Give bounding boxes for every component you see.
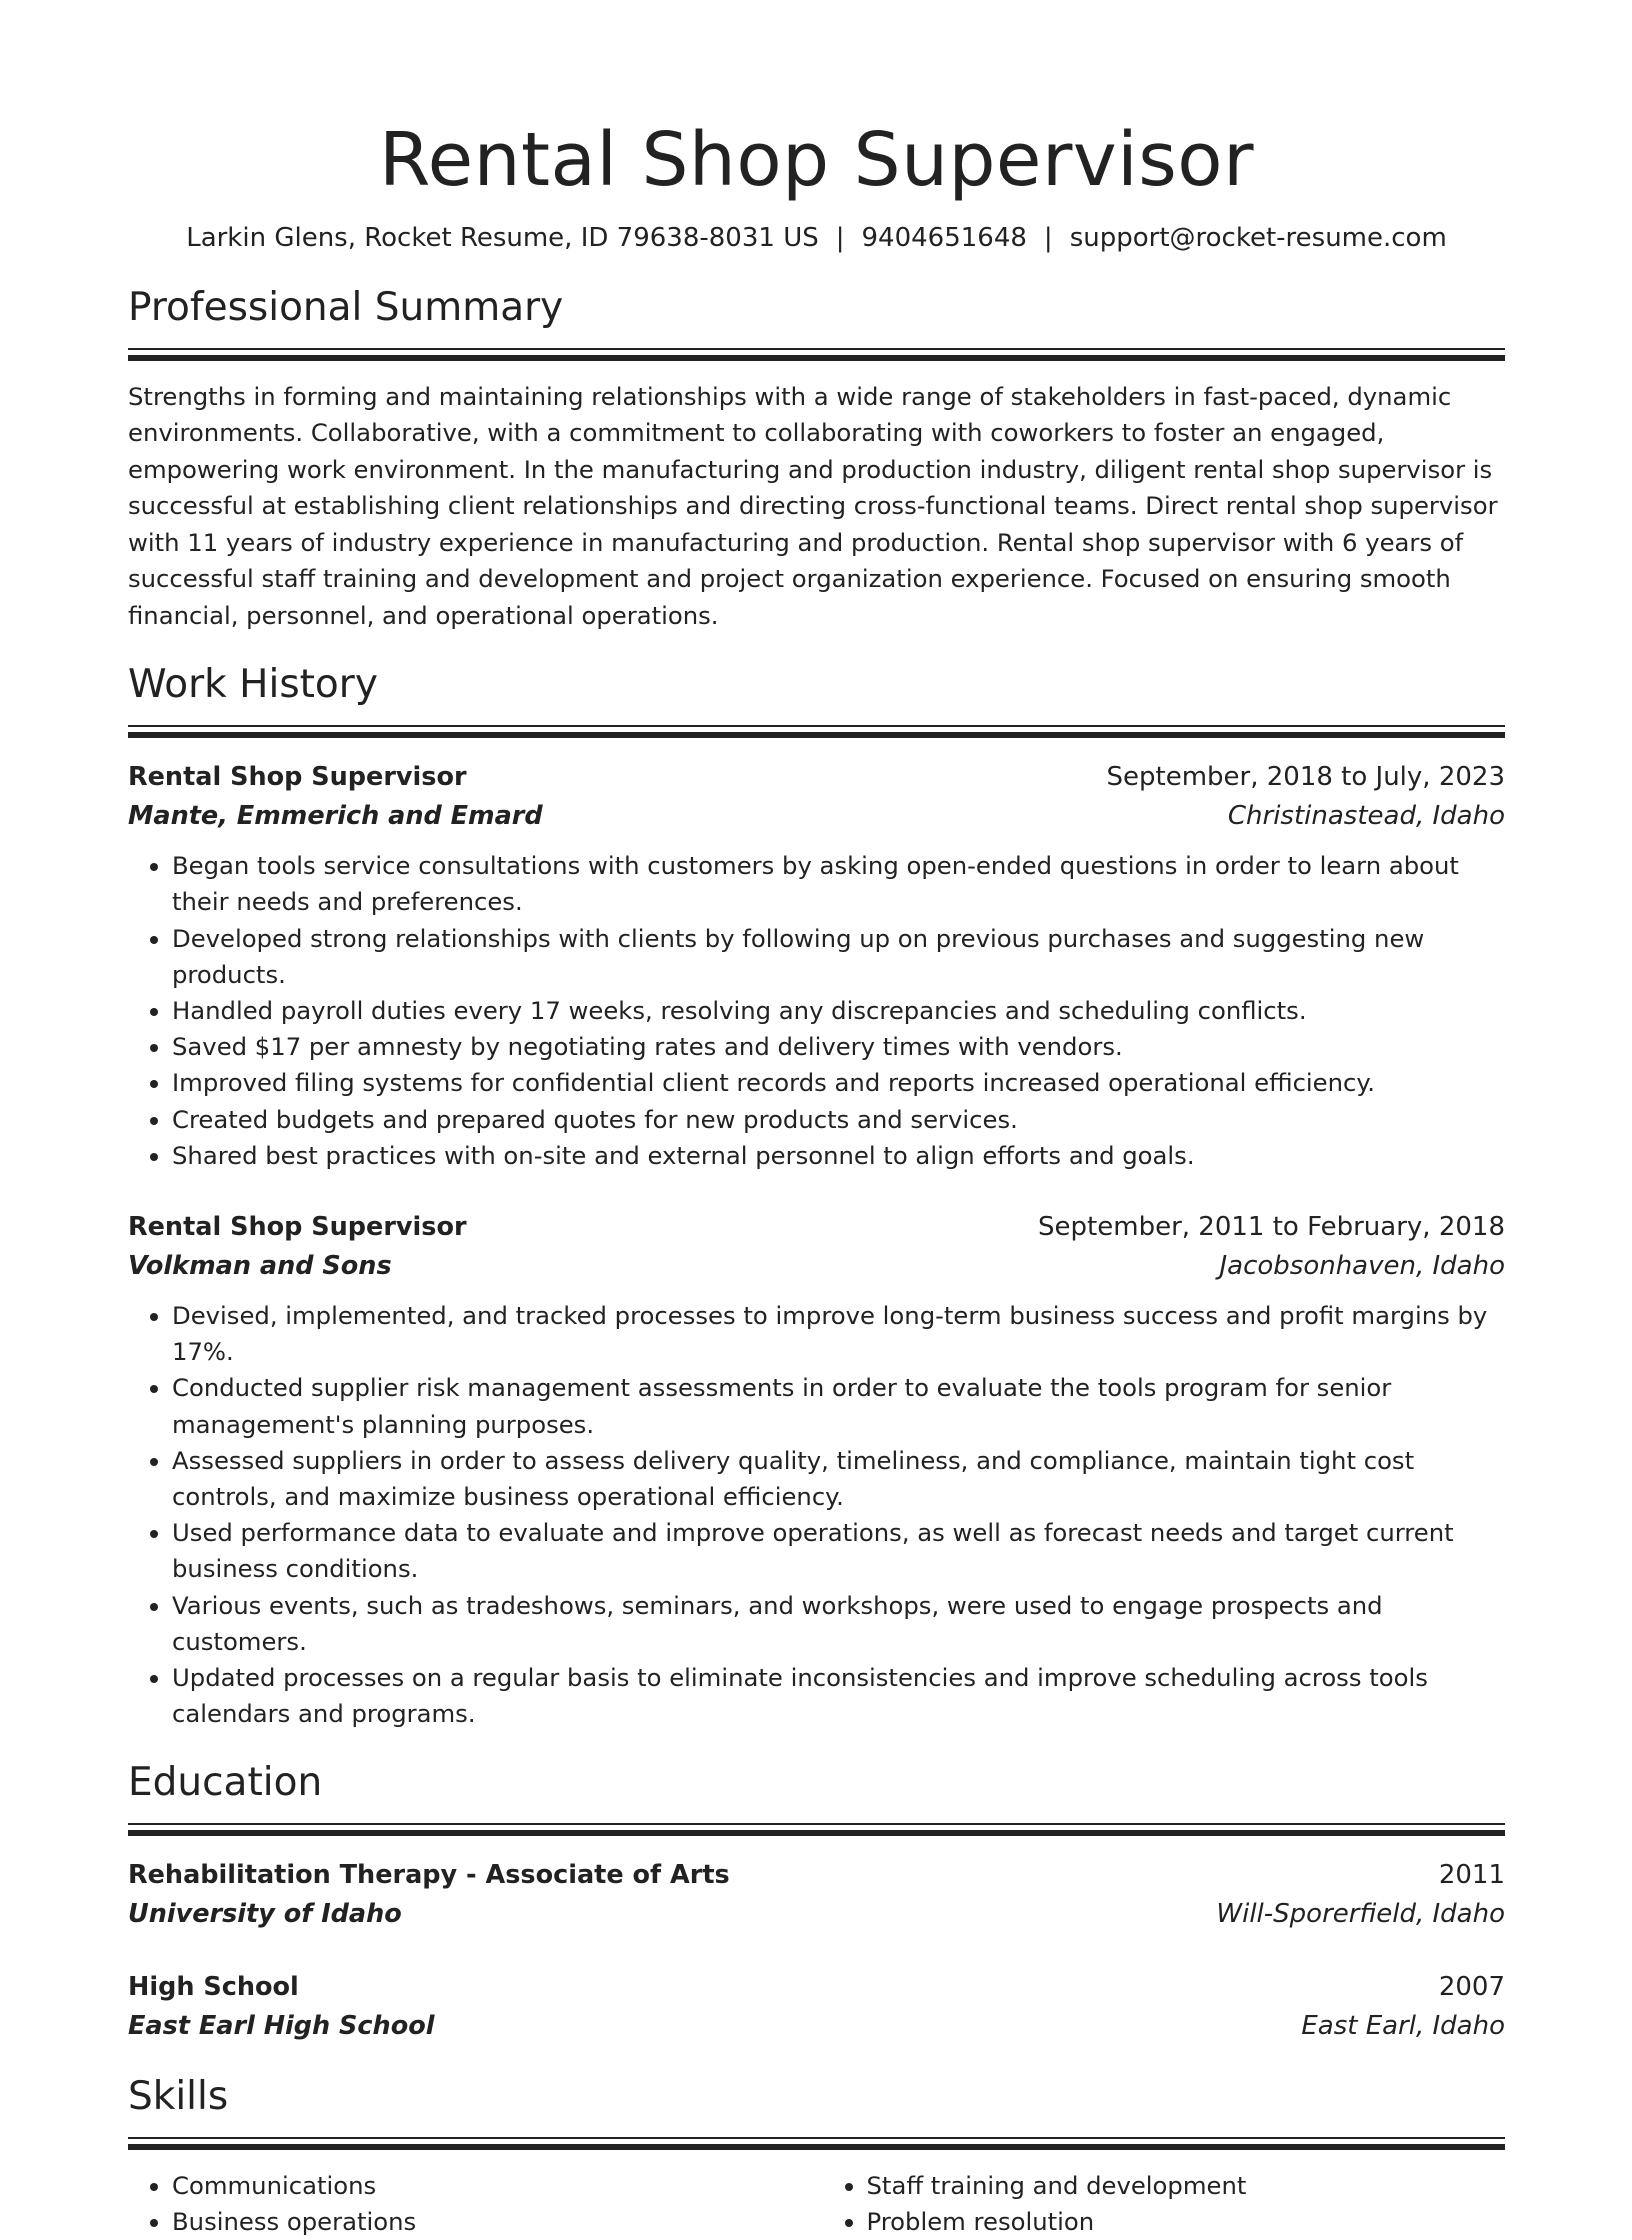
job-position: Rental Shop Supervisor (128, 762, 467, 793)
education-location: East Earl, Idaho (1301, 2011, 1505, 2042)
job-bullet: • Saved $17 per amnesty by negotiating rates and delivery times with vendors. (172, 1029, 1505, 1065)
contact-line (128, 223, 1505, 253)
skill-item: • Communications (172, 2168, 817, 2204)
summary-section (128, 285, 1505, 634)
job-entry (128, 758, 1505, 1174)
job-bullet: • Improved filing systems for confidential client records and reports increased operational efficiency. (172, 1065, 1505, 1101)
section-divider (128, 725, 1505, 738)
job-dates: September, 2011 to February, 2018 (1038, 1212, 1505, 1243)
job-bullets (128, 848, 1505, 1174)
education-year: 2007 (1438, 1972, 1505, 2003)
job-company-row (128, 1247, 1505, 1286)
skills-list-left (128, 2168, 817, 2240)
education-school: East Earl High School (128, 2011, 435, 2042)
education-entry (128, 1856, 1505, 1934)
job-header-row (128, 758, 1505, 797)
job-location: Christinastead, Idaho (1227, 801, 1505, 832)
job-dates: September, 2018 to July, 2023 (1106, 762, 1505, 793)
section-divider (128, 2137, 1505, 2150)
job-bullet: • Developed strong relationships with clients by following up on previous purchases and suggesting new products. (172, 921, 1505, 993)
candidate-name: Rental Shop Supervisor (378, 117, 1254, 203)
section-divider (128, 1823, 1505, 1836)
education-school-row (128, 2007, 1505, 2046)
education-header-row (128, 1856, 1505, 1895)
summary-text: Strengths in forming and maintaining relationships with a wide range of stakeholders in fast-paced, dynamic environments. Collaborative, with a commitment to collaborating with coworkers to foster an engaged, empowering work environment. In the manufacturing and production industry, diligent rental shop supervisor is successful at establishing client relationships and directing cross-functional teams. Direct rental shop supervisor with 11 years of industry experience in manufacturing and production. Rental shop supervisor with 6 years of successful staff training and development and project organization experience. Focused on ensuring smooth financial, personnel, and operational operations. (128, 381, 1498, 630)
section-title-skills: Skills (128, 2074, 229, 2120)
job-bullet: • Used performance data to evaluate and improve operations, as well as forecast needs and target current business conditions. (172, 1515, 1505, 1587)
job-bullet: • Various events, such as tradeshows, seminars, and workshops, were used to engage prospects and customers. (172, 1588, 1505, 1660)
education-degree: High School (128, 1972, 299, 2003)
skill-item: • Business operations (172, 2204, 817, 2240)
job-bullet: • Conducted supplier risk management assessments in order to evaluate the tools program for senior management's planning purposes. (172, 1370, 1505, 1442)
job-bullet: • Assessed suppliers in order to assess delivery quality, timeliness, and compliance, maintain tight cost controls, and maximize business operational efficiency. (172, 1443, 1505, 1515)
education-entry (128, 1968, 1505, 2046)
job-header-row (128, 1208, 1505, 1247)
job-bullet: • Shared best practices with on-site and external personnel to align efforts and goals. (172, 1138, 1505, 1174)
section-divider (128, 348, 1505, 361)
skills-columns (128, 2168, 1505, 2240)
work-history-section (128, 662, 1505, 1732)
contact-phone: 9404651648 (861, 223, 1027, 254)
contact-email: support@rocket-resume.com (1069, 223, 1447, 254)
skill-item: • Problem resolution (867, 2204, 1506, 2240)
education-header-row (128, 1968, 1505, 2007)
section-title-summary: Professional Summary (128, 285, 564, 331)
job-position: Rental Shop Supervisor (128, 1212, 467, 1243)
education-degree: Rehabilitation Therapy - Associate of Arts (128, 1860, 730, 1891)
job-company: Volkman and Sons (128, 1251, 392, 1282)
education-school: University of Idaho (128, 1899, 402, 1930)
job-company-row (128, 797, 1505, 836)
job-bullet: • Updated processes on a regular basis to eliminate inconsistencies and improve scheduling across tools calendars and programs. (172, 1660, 1505, 1732)
skills-section (128, 2074, 1505, 2240)
job-entry (128, 1208, 1505, 1732)
contact-address: Larkin Glens, Rocket Resume, ID 79638-8031 US (186, 223, 819, 254)
education-section (128, 1760, 1505, 2046)
section-title-education: Education (128, 1760, 323, 1806)
education-location: Will-Sporerfield, Idaho (1216, 1899, 1505, 1930)
education-school-row (128, 1895, 1505, 1934)
contact-separator: | (835, 223, 845, 254)
resume-content (128, 118, 1505, 2240)
job-bullet: • Handled payroll duties every 17 weeks, resolving any discrepancies and scheduling conflicts. (172, 993, 1505, 1029)
contact-separator: | (1043, 223, 1053, 254)
job-bullets (128, 1298, 1505, 1732)
section-title-work-history: Work History (128, 662, 378, 708)
job-bullet: • Created budgets and prepared quotes for new products and services. (172, 1102, 1505, 1138)
job-bullet: • Devised, implemented, and tracked processes to improve long-term business success and profit margins by 17%. (172, 1298, 1505, 1370)
job-company: Mante, Emmerich and Emard (128, 801, 543, 832)
education-year: 2011 (1438, 1860, 1505, 1891)
skills-list-right (817, 2168, 1506, 2240)
job-bullet: • Began tools service consultations with customers by asking open-ended questions in order to learn about their needs and preferences. (172, 848, 1505, 920)
skill-item: • Staff training and development (867, 2168, 1506, 2204)
job-location: Jacobsonhaven, Idaho (1219, 1251, 1505, 1282)
